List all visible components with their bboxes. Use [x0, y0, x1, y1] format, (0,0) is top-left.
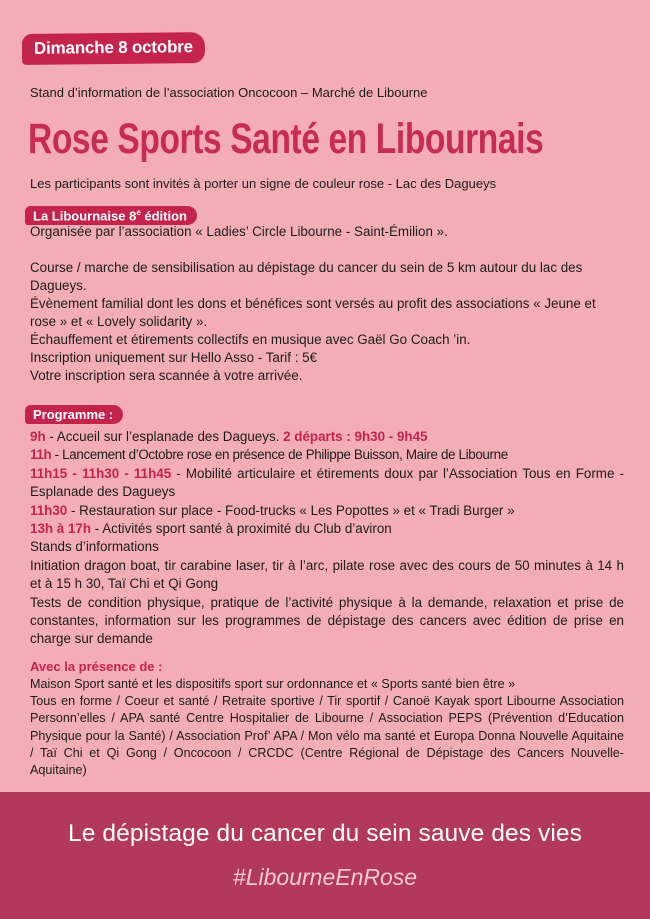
libournaise-line: Votre inscription sera scannée à votre arrivée. [30, 368, 303, 383]
programme-text: - Accueil sur l’esplanade des Dagueys. [45, 429, 284, 444]
programme-text: - Restauration sur place - Food-trucks « Les Popottes » et « Tradi Burger » [67, 502, 515, 518]
libournaise-section [30, 223, 624, 385]
programme-item [30, 520, 624, 538]
libournaise-tag-prefix: La Libournaise 8 [33, 208, 137, 224]
footer-slogan: Le dépistage du cancer du sein sauve des vies [68, 820, 582, 847]
programme-time: 13h à 17h [30, 521, 92, 537]
title-subtitle: Les participants sont invités à porter un signe de couleur rose - Lac des Dagueys [30, 176, 497, 191]
programme-section [30, 428, 624, 649]
programme-extra: Stands d’informations [30, 539, 159, 555]
programme-text: - Mobilité articulaire et étirements doux par l’Association Tous en Forme - Esplanade des Dagueys [30, 465, 624, 500]
date-badge: Dimanche 8 octobre [22, 32, 205, 65]
stand-info: Stand d’information de l’association Oncocoon – Marché de Libourne [30, 85, 428, 100]
footer-banner [0, 792, 650, 919]
programme-text: - Lancement d’Octobre rose en présence de Philippe Buisson, Maire de Libourne [51, 447, 508, 463]
footer-hashtag: #LibourneEnRose [232, 864, 418, 890]
libournaise-tag-sup: e [136, 208, 141, 217]
libournaise-line: Évènement familial dont les dons et bénéfices sont versés au profit des associations « Jeune et rose » et « Lovely solidarity ». [30, 296, 596, 329]
programme-item [30, 465, 624, 502]
programme-extra: Tests de condition physique, pratique de l’activité physique à la demande, relaxation et prise de constantes, information sur les programmes de dépistage des cancers avec édition de prise en charge sur demande [30, 594, 624, 647]
programme-tag: Programme : [25, 405, 123, 424]
presence-heading: Avec la présence de : [30, 659, 163, 674]
libournaise-line: Échauffement et étirements collectifs en musique avec Gaël Go Coach ’in. [30, 332, 471, 347]
programme-text: - Activités sport santé à proximité du Club d’aviron [91, 521, 392, 537]
programme-item [30, 502, 624, 520]
programme-time: 11h [30, 447, 52, 463]
programme-time: 9h [30, 429, 46, 444]
programme-item [30, 428, 624, 446]
programme-extra: Initiation dragon boat, tir carabine laser, tir à l’arc, pilate rose avec des cours de 50 minutes à 14 h et à 15 h 30, Taï Chi et Qi Gong [30, 557, 624, 592]
programme-time: 11h15 - 11h30 - 11h45 [30, 465, 172, 481]
programme-item [30, 446, 624, 464]
libournaise-line: Organisée par l’association « Ladies’ Circle Libourne - Saint-Émilion ». [30, 224, 448, 239]
programme-highlight: 2 départs : 9h30 - 9h45 [283, 429, 428, 444]
libournaise-tag-suffix: édition [140, 208, 187, 224]
presence-section [30, 676, 624, 779]
libournaise-line: Course / marche de sensibilisation au dépistage du cancer du sein de 5 km autour du lac des Dagueys. [30, 260, 583, 293]
presence-line: Tous en forme / Coeur et santé / Retraite sportive / Tir sportif / Canoë Kayak sport Libourne Association Personn’elles / APA santé Centre Hospitalier de Libourne / Association PEPS (Prévention d’Education Physique pour la Santé) / Association Prof’ APA / Mon vélo ma santé et Europa Donna Nouvelle Aquitaine / Taï Chi et Qi Gong / Oncocoon / CRCDC (Centre Régional de Dépistage des Cancers Nouvelle-Aquitaine) [30, 694, 624, 778]
presence-line: Maison Sport santé et les dispositifs sport sur ordonnance et « Sports santé bien être » [30, 677, 516, 691]
libournaise-line: Inscription uniquement sur Hello Asso - Tarif : 5€ [30, 350, 318, 365]
programme-time: 11h30 [30, 502, 68, 518]
page-title: Rose Sports Santé en Libournais [28, 115, 544, 163]
